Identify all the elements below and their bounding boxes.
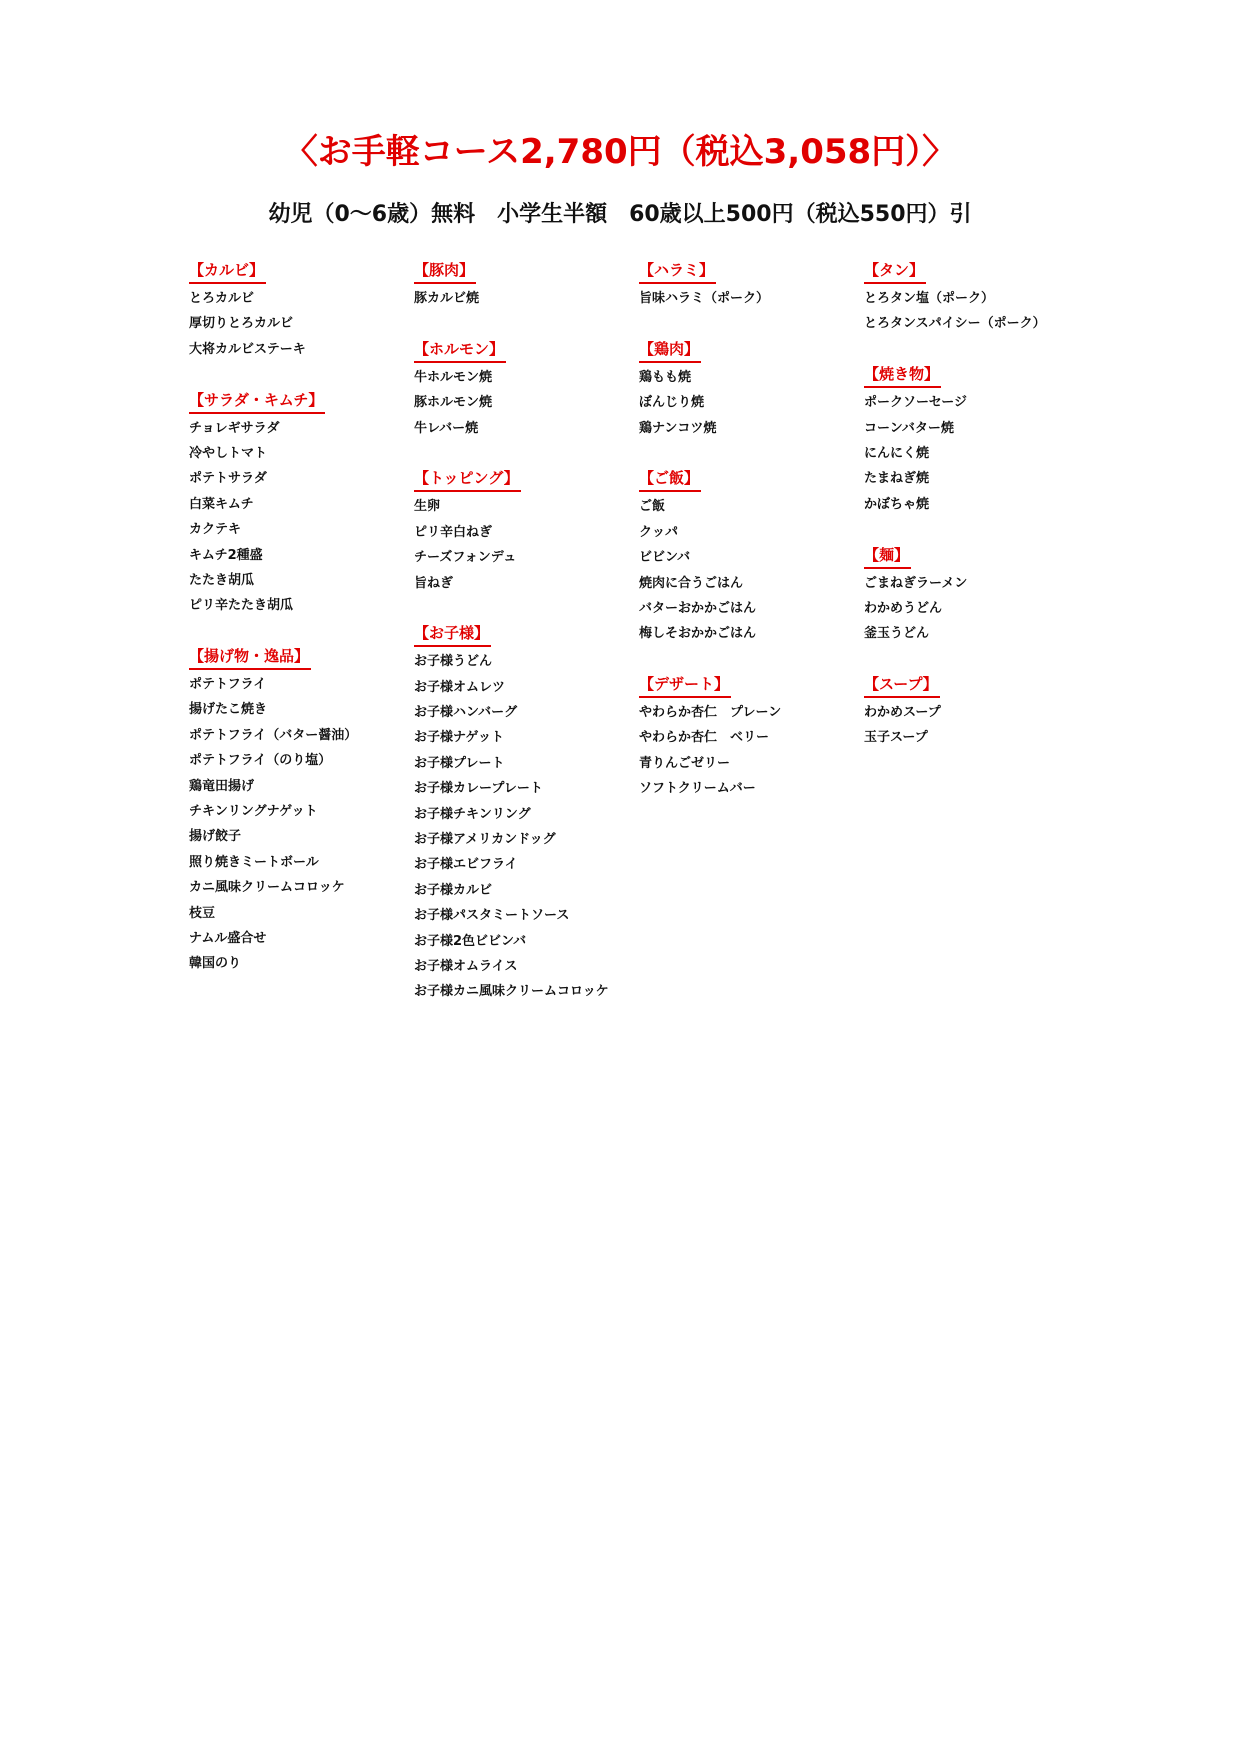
menu-item: お子様カレープレート <box>414 781 543 797</box>
section-title: 【ご飯】 <box>639 466 701 492</box>
menu-item: たたき胡瓜 <box>189 572 255 588</box>
section-title: 【カルビ】 <box>189 258 266 284</box>
menu-item: 旨ねぎ <box>414 575 454 591</box>
menu-item: お子様カニ風味クリームコロッケ <box>414 984 609 1000</box>
menu-item: 釜玉うどん <box>864 626 930 642</box>
menu-item: お子様プレート <box>414 755 505 771</box>
menu-item: お子様2色ビビンバ <box>414 933 527 949</box>
menu-item: ビビンバ <box>639 550 691 566</box>
section-spacer <box>639 647 859 672</box>
menu-item: 玉子スープ <box>864 730 928 746</box>
section-spacer <box>864 517 1084 542</box>
menu-item-list <box>189 672 409 977</box>
menu-item: 枝豆 <box>189 905 216 921</box>
menu-section <box>189 388 409 619</box>
menu-section <box>414 337 634 441</box>
menu-item: ポテトフライ <box>189 677 267 693</box>
menu-item: ご飯 <box>639 499 666 515</box>
menu-section <box>864 362 1084 517</box>
menu-section <box>414 621 634 1004</box>
section-title: 【ハラミ】 <box>639 258 716 284</box>
menu-item: やわらか杏仁 プレーン <box>639 705 782 721</box>
section-title: 【豚肉】 <box>414 258 476 284</box>
section-spacer <box>414 596 634 621</box>
menu-item: ピリ辛たたき胡瓜 <box>189 598 294 614</box>
menu-item: 鶏もも焼 <box>639 369 692 385</box>
menu-item: かぼちゃ焼 <box>864 496 930 512</box>
menu-column-2 <box>414 258 634 1005</box>
menu-item: 焼肉に合うごはん <box>639 575 744 591</box>
section-title: 【タン】 <box>864 258 926 284</box>
menu-item: カニ風味クリームコロッケ <box>189 880 345 896</box>
menu-section <box>189 258 409 362</box>
menu-item: ポテトサラダ <box>189 471 267 487</box>
menu-column-3 <box>639 258 859 802</box>
section-spacer <box>639 311 859 336</box>
menu-section <box>639 672 859 802</box>
menu-section <box>639 466 859 646</box>
menu-section <box>864 543 1084 647</box>
menu-item: 豚カルビ焼 <box>414 291 480 306</box>
menu-section <box>639 258 859 311</box>
section-spacer <box>414 311 634 336</box>
menu-item: カクテキ <box>189 522 242 538</box>
menu-item: 青りんごゼリー <box>639 755 731 771</box>
menu-item: お子様うどん <box>414 654 493 670</box>
menu-item: 豚ホルモン焼 <box>414 395 493 411</box>
menu-item: ピリ辛白ねぎ <box>414 524 493 540</box>
menu-item: ごまねぎラーメン <box>864 575 968 591</box>
menu-item-list <box>864 571 1084 647</box>
menu-item: ソフトクリームバー <box>639 781 756 797</box>
menu-section <box>639 337 859 441</box>
menu-item: わかめスープ <box>864 705 941 721</box>
menu-item-list <box>414 365 634 441</box>
menu-item-list <box>639 700 859 802</box>
menu-item: ポテトフライ（バター醤油） <box>189 727 358 743</box>
menu-item-list <box>864 390 1084 517</box>
menu-item: 牛ホルモン焼 <box>414 369 493 385</box>
menu-item: バターおかかごはん <box>639 600 757 616</box>
section-title: 【お子様】 <box>414 621 491 647</box>
menu-item: ポテトフライ（のり塩） <box>189 753 332 769</box>
menu-item-list <box>639 286 859 311</box>
menu-item: 照り焼きミートボール <box>189 854 319 870</box>
menu-item: とろカルビ <box>189 291 255 306</box>
menu-item: たまねぎ焼 <box>864 471 930 487</box>
menu-item: ぼんじり焼 <box>639 395 705 411</box>
menu-item: とろタンスパイシー（ポーク） <box>864 316 1046 332</box>
menu-item: コーンバター焼 <box>864 420 954 436</box>
menu-item: 生卵 <box>414 499 441 515</box>
menu-item: 鶏ナンコツ焼 <box>639 420 717 436</box>
menu-item: 牛レバー焼 <box>414 420 479 436</box>
menu-item: 大将カルビステーキ <box>189 341 306 357</box>
menu-item-list <box>639 365 859 441</box>
menu-item-list <box>864 286 1084 337</box>
menu-item: お子様エビフライ <box>414 857 518 873</box>
page-title: 〈お手軽コース2,780円（税込3,058円）〉 <box>283 132 957 172</box>
page-subtitle: 幼児（0～6歳）無料 小学生半額 60歳以上500円（税込550円）引 <box>268 202 972 227</box>
menu-item: 白菜キムチ <box>189 496 254 512</box>
section-spacer <box>639 441 859 466</box>
section-spacer <box>864 647 1084 672</box>
menu-item: お子様ナゲット <box>414 730 504 746</box>
menu-item: 厚切りとろカルビ <box>189 316 294 332</box>
section-spacer <box>189 619 409 644</box>
section-title: 【ホルモン】 <box>414 337 506 363</box>
menu-item-list <box>414 649 634 1004</box>
menu-item: お子様ハンバーグ <box>414 705 518 721</box>
section-spacer <box>864 337 1084 362</box>
menu-section <box>414 258 634 311</box>
menu-item: キムチ2種盛 <box>189 547 263 563</box>
menu-item: 冷やしトマト <box>189 445 268 461</box>
menu-item: わかめうどん <box>864 600 943 616</box>
section-title: 【トッピング】 <box>414 466 521 492</box>
menu-item-list <box>189 286 409 362</box>
menu-section <box>189 644 409 977</box>
menu-item-list <box>414 286 634 311</box>
menu-item: お子様カルビ <box>414 882 493 898</box>
menu-item: チョレギサラダ <box>189 420 280 436</box>
menu-item: チキンリングナゲット <box>189 804 318 820</box>
menu-item: お子様パスタミートソース <box>414 908 570 924</box>
menu-item: やわらか杏仁 ベリー <box>639 730 770 746</box>
menu-item: チーズフォンデュ <box>414 550 517 566</box>
menu-item: 梅しそおかかごはん <box>639 626 757 642</box>
menu-item-list <box>864 700 1084 751</box>
menu-section <box>864 258 1084 337</box>
menu-item: 揚げ餃子 <box>189 829 242 845</box>
menu-section <box>864 672 1084 751</box>
menu-column-1 <box>189 258 409 977</box>
menu-item: お子様オムレツ <box>414 679 506 695</box>
menu-item: お子様アメリカンドッグ <box>414 832 556 848</box>
menu-item: 鶏竜田揚げ <box>189 778 255 794</box>
section-title: 【デザート】 <box>639 672 731 698</box>
menu-item: 揚げたこ焼き <box>189 702 268 718</box>
section-spacer <box>414 441 634 466</box>
menu-item: 韓国のり <box>189 956 242 972</box>
menu-item: にんにく焼 <box>864 445 930 461</box>
section-title: 【焼き物】 <box>864 362 941 388</box>
menu-item-list <box>639 494 859 646</box>
menu-item-list <box>189 416 409 619</box>
menu-item: ナムル盛合せ <box>189 930 267 946</box>
menu-section <box>414 466 634 596</box>
menu-item: 旨味ハラミ（ポーク） <box>639 291 770 306</box>
menu-item: とろタン塩（ポーク） <box>864 291 995 306</box>
section-title: 【麺】 <box>864 543 911 569</box>
menu-item: お子様オムライス <box>414 958 518 974</box>
menu-column-4 <box>864 258 1084 751</box>
menu-item: お子様チキンリング <box>414 806 531 822</box>
section-spacer <box>189 362 409 387</box>
menu-item: クッパ <box>639 524 679 540</box>
menu-item: ポークソーセージ <box>864 395 967 411</box>
section-title: 【揚げ物・逸品】 <box>189 644 311 670</box>
section-title: 【鶏肉】 <box>639 337 701 363</box>
section-title: 【スープ】 <box>864 672 940 698</box>
menu-item-list <box>414 494 634 596</box>
section-title: 【サラダ・キムチ】 <box>189 388 325 414</box>
